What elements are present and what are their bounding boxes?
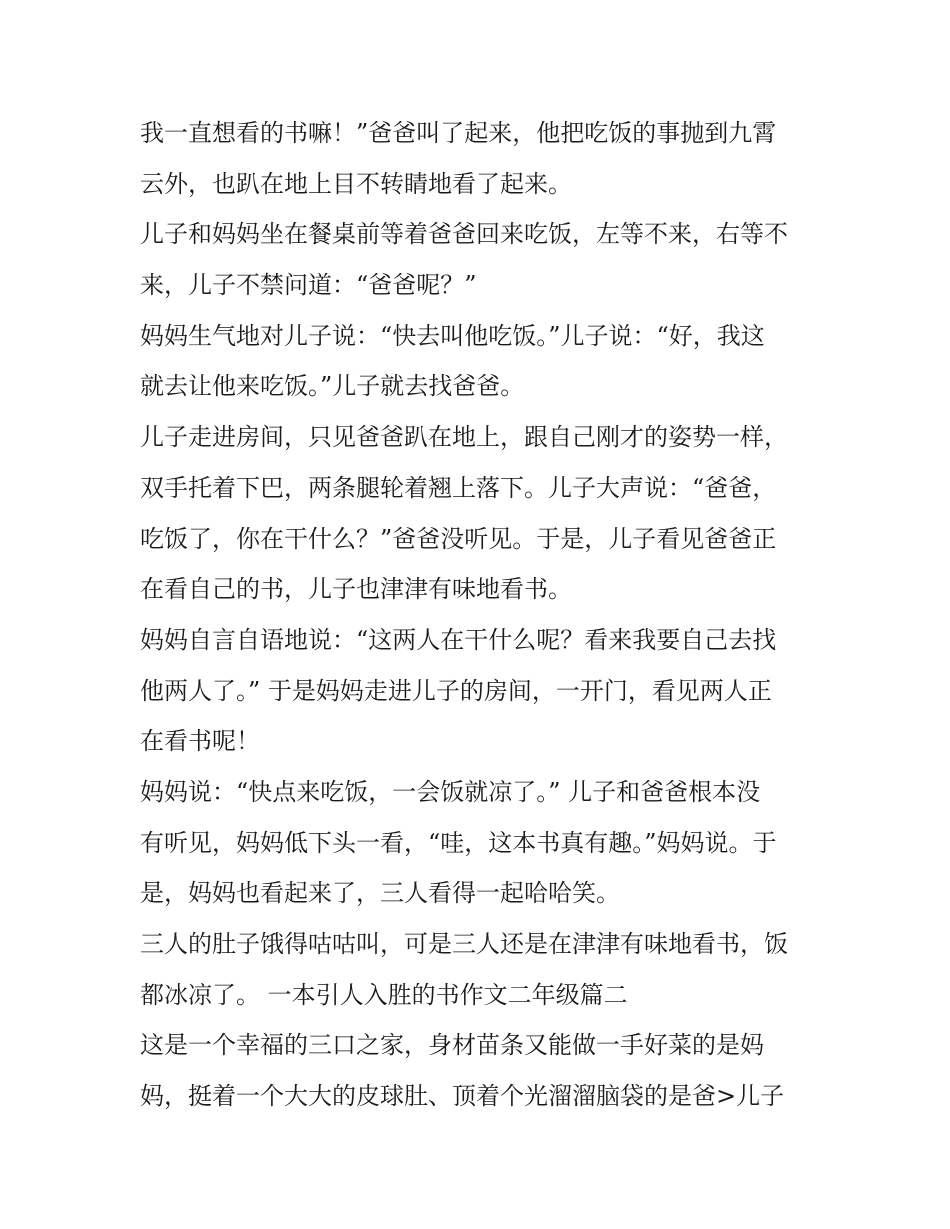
text-line: 是，妈妈也看起来了，三人看得一起哈哈笑。 <box>140 879 620 908</box>
text-line: 我一直想看的书嘛！”爸爸叫了起来，他把吃饭的事抛到九霄 <box>140 119 777 147</box>
text-line: 儿子和妈妈坐在餐桌前等着爸爸回来吃饭，左等不来，右等不 <box>140 220 788 249</box>
text-line: 在看自己的书，儿子也津津有味地看书。 <box>140 575 572 604</box>
text-line: 他两人了。” 于是妈妈走进儿子的房间，一开门，看见两人正 <box>140 676 772 705</box>
text-line: 有听见，妈妈低下头一看，“哇，这本书真有趣。”妈妈说。于 <box>140 828 777 857</box>
text-line: 来，儿子不禁问道：“爸爸呢？” <box>140 271 477 300</box>
text-line: 三人的肚子饿得咕咕叫，可是三人还是在津津有味地看书，饭 <box>140 930 788 958</box>
text-line: 就去让他来吃饭。”儿子就去找爸爸。 <box>140 372 525 401</box>
text-line: 妈妈说：“快点来吃饭，一会饭就凉了。” 儿子和爸爸根本没 <box>140 777 761 806</box>
body-text <box>140 108 820 1122</box>
text-line: 在看书呢！ <box>140 727 260 756</box>
text-line: 妈妈生气地对儿子说：“快去叫他吃饭。”儿子说：“好，我这 <box>140 321 765 350</box>
text-line: 吃饭了，你在干什么？”爸爸没听见。于是，儿子看见爸爸正 <box>140 524 777 553</box>
text-line: 云外，也趴在地上目不转睛地看了起来。 <box>140 169 572 198</box>
text-line: 双手托着下巴，两条腿轮着翘上落下。儿子大声说：“爸爸， <box>140 473 777 502</box>
text-line: 妈，挺着一个大大的皮球肚、顶着个光溜溜脑袋的是爸>儿子 <box>140 1082 785 1111</box>
text-line: 这是一个幸福的三口之家，身材苗条又能做一手好菜的是妈 <box>140 1031 764 1060</box>
text-line: 都冰凉了。 一本引人入胜的书作文二年级篇二 <box>140 980 628 1009</box>
text-line: 妈妈自言自语地说：“这两人在干什么呢？看来我要自己去找 <box>140 625 777 654</box>
text-line: 儿子走进房间，只见爸爸趴在地上，跟自己刚才的姿势一样， <box>140 423 788 452</box>
